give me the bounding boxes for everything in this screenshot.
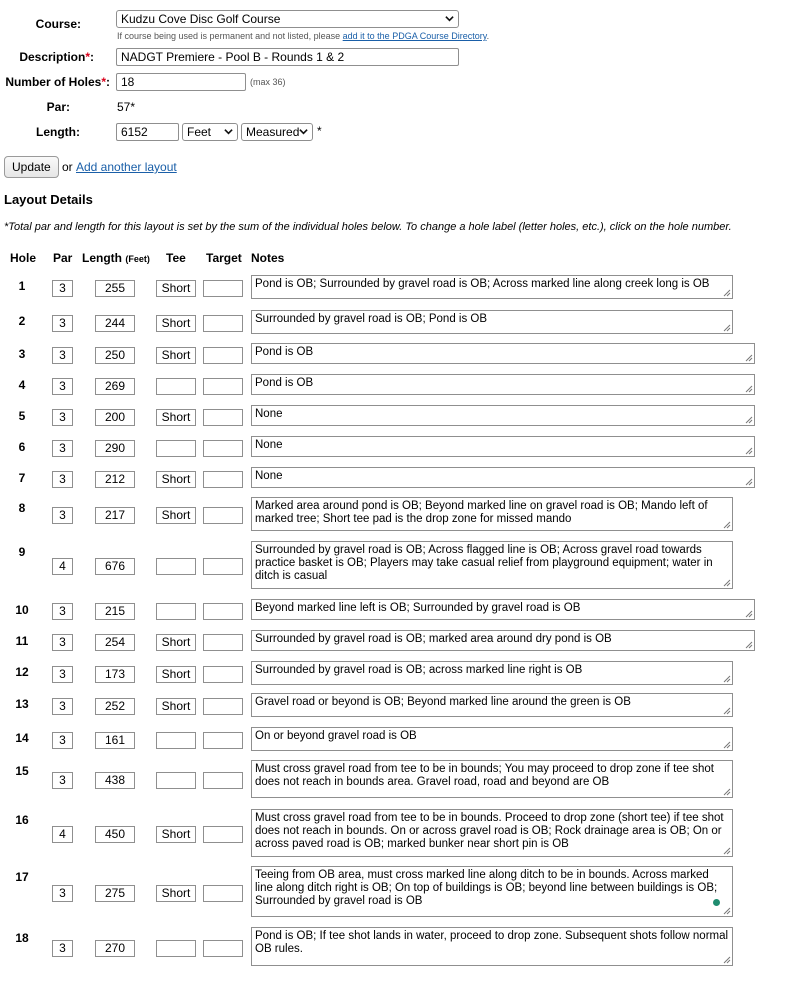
hole-notes-textarea[interactable] [251,374,755,395]
resize-grip-icon [723,788,731,796]
hole-tee-input[interactable]: Short [156,347,196,364]
col-tee-header: Tee [166,251,186,265]
hole-notes-textarea[interactable] [251,497,733,531]
hole-notes-text: None [255,408,283,420]
hole-target-input[interactable] [203,315,243,332]
resize-grip-icon [745,641,753,649]
resize-grip-icon [723,741,731,749]
hole-length-input[interactable]: 217 [95,507,135,524]
hole-tee-input[interactable]: Short [156,666,196,683]
length-unit-select[interactable] [182,123,238,141]
holes-label: Number of Holes*: [5,75,110,89]
hole-notes-textarea[interactable] [251,467,755,488]
resize-grip-icon [745,447,753,455]
resize-grip-icon [723,521,731,529]
hole-par-input[interactable]: 4 [52,826,73,843]
hole-length-input[interactable]: 270 [95,940,135,957]
hole-notes-text: Gravel road or beyond is OB; Beyond marked line around the green is OB [255,696,631,708]
col-par-header: Par [53,251,73,265]
hole-tee-input[interactable]: Short [156,409,196,426]
hole-target-input[interactable] [203,378,243,395]
required-mark: * [85,50,90,64]
layout-details-heading: Layout Details [4,192,93,207]
hole-target-input[interactable] [203,409,243,426]
hole-notes-text: Surrounded by gravel road is OB; Pond is OB [255,313,488,325]
hole-target-input[interactable] [203,885,243,902]
hole-tee-input[interactable] [156,772,196,789]
hole-notes-textarea[interactable] [251,343,755,364]
status-dot [713,899,720,906]
col-notes-header: Notes [251,251,285,265]
chevron-down-icon [299,127,308,136]
hole-notes-text: None [255,439,283,451]
hole-tee-input[interactable]: Short [156,471,196,488]
hole-target-input[interactable] [203,440,243,457]
hole-length-input[interactable]: 255 [95,280,135,297]
par-value: 57* [117,100,136,114]
hole-notes-text: Pond is OB; Surrounded by gravel road is OB; Across marked line along creek long is OB [255,278,710,290]
hole-notes-text: Beyond marked line left is OB; Surrounded by gravel road is OB [255,602,581,614]
hole-notes-text: Pond is OB [255,377,314,389]
hole-length-input[interactable]: 676 [95,558,135,575]
length-asterisk: * [317,124,322,138]
hole-par-input[interactable]: 3 [52,347,73,364]
resize-grip-icon [745,354,753,362]
hole-par-input[interactable]: 3 [52,280,73,297]
course-select[interactable] [116,10,459,28]
length-input[interactable]: 6152 [116,123,179,141]
hole-par-input[interactable]: 4 [52,558,73,575]
hole-tee-input[interactable]: Short [156,280,196,297]
hole-target-input[interactable] [203,826,243,843]
hole-length-input[interactable]: 212 [95,471,135,488]
hole-par-input[interactable]: 3 [52,471,73,488]
resize-grip-icon [723,579,731,587]
hole-target-input[interactable] [203,347,243,364]
hole-target-input[interactable] [203,732,243,749]
resize-grip-icon [723,324,731,332]
hole-number-link[interactable]: 11 [15,634,29,648]
hole-notes-text: On or beyond gravel road is OB [255,730,417,742]
hole-par-input[interactable]: 3 [52,315,73,332]
hole-notes-textarea[interactable] [251,310,733,334]
hole-notes-textarea[interactable] [251,866,733,917]
hole-par-input[interactable]: 3 [52,409,73,426]
hole-target-input[interactable] [203,507,243,524]
hole-target-input[interactable] [203,558,243,575]
length-unit-value: Feet [187,125,212,139]
hole-target-input[interactable] [203,772,243,789]
hole-tee-input[interactable] [156,558,196,575]
hole-tee-input[interactable]: Short [156,826,196,843]
hole-length-input[interactable]: 215 [95,603,135,620]
hole-par-input[interactable]: 3 [52,440,73,457]
hole-notes-textarea[interactable] [251,436,755,457]
hole-par-input[interactable]: 3 [52,698,73,715]
hole-tee-input[interactable] [156,440,196,457]
hole-notes-text: Marked area around pond is OB; Beyond marked line on gravel road is OB; Mando left of marked tree; Short tee pad is the drop zone for missed mando [255,500,708,525]
or-text: or [62,160,73,174]
hole-notes-textarea[interactable] [251,405,755,426]
hole-notes-textarea[interactable] [251,541,733,589]
hole-par-input[interactable]: 3 [52,378,73,395]
resize-grip-icon [723,289,731,297]
hole-notes-text: Surrounded by gravel road is OB; across marked line right is OB [255,664,583,676]
hole-target-input[interactable] [203,634,243,651]
course-help-text: If course being used is permanent and not listed, please add it to the PDGA Course Directory. [117,31,490,41]
col-target-header: Target [206,251,242,265]
hole-number-link[interactable]: 9 [18,545,26,559]
resize-grip-icon [723,907,731,915]
length-method-select[interactable] [241,123,313,141]
length-method-value: Measured [246,125,300,139]
col-hole-header: Hole [10,251,37,265]
hole-notes-textarea[interactable] [251,760,733,798]
chevron-down-icon [224,127,233,136]
hole-number-link[interactable]: 14 [15,731,29,745]
hole-tee-input[interactable] [156,940,196,957]
layout-note: *Total par and length for this layout is set by the sum of the individual holes below. To change a hole label (letter holes, etc.), click on the hole number. [4,221,732,233]
hole-length-input[interactable]: 275 [95,885,135,902]
hole-tee-input[interactable]: Short [156,315,196,332]
hole-notes-textarea[interactable] [251,809,733,857]
hole-notes-textarea[interactable] [251,661,733,685]
hole-number-link[interactable]: 15 [15,764,29,778]
holes-input[interactable]: 18 [116,73,246,91]
hole-number-link[interactable]: 16 [15,813,29,827]
hole-target-input[interactable] [203,280,243,297]
hole-length-input[interactable]: 244 [95,315,135,332]
hole-number-link[interactable]: 17 [15,870,29,884]
par-label: Par: [46,100,70,114]
required-mark: * [101,75,106,89]
hole-number-link[interactable]: 4 [18,378,26,392]
resize-grip-icon [745,385,753,393]
hole-notes-textarea[interactable] [251,727,733,751]
course-select-value: Kudzu Cove Disc Golf Course [121,12,281,26]
hole-par-input[interactable]: 3 [52,772,73,789]
hole-notes-textarea[interactable] [251,927,733,966]
hole-number-link[interactable]: 5 [18,409,26,423]
hole-notes-textarea[interactable] [251,275,733,299]
hole-notes-text: Teeing from OB area, must cross marked line along ditch to be in bounds. Across marked line along ditch right is OB; On top of buildings is OB; beyond line between buildings is OB; Surrounded by gravel road is OB [255,869,718,907]
hole-notes-textarea[interactable] [251,599,755,620]
add-course-directory-link[interactable]: add it to the PDGA Course Directory [342,31,487,41]
hole-length-input[interactable]: 438 [95,772,135,789]
hole-number-link[interactable]: 18 [15,931,29,945]
hole-number-link[interactable]: 3 [18,347,26,361]
hole-number-link[interactable]: 7 [18,471,26,485]
hole-notes-text: Pond is OB; If tee shot lands in water, proceed to drop zone. Subsequent shots follow normal OB rules. [255,930,729,955]
hole-notes-textarea[interactable] [251,693,733,717]
length-label: Length: [36,125,80,139]
hole-target-input[interactable] [203,603,243,620]
hole-notes-text: Surrounded by gravel road is OB; marked area around dry pond is OB [255,633,612,645]
hole-target-input[interactable] [203,940,243,957]
resize-grip-icon [745,416,753,424]
hole-tee-input[interactable]: Short [156,507,196,524]
hole-number-link[interactable]: 12 [15,665,29,679]
hole-par-input[interactable]: 3 [52,885,73,902]
resize-grip-icon [745,610,753,618]
update-button[interactable]: Update [4,156,59,178]
resize-grip-icon [723,707,731,715]
hole-tee-input[interactable] [156,603,196,620]
hole-length-input[interactable]: 450 [95,826,135,843]
hole-par-input[interactable]: 3 [52,940,73,957]
holes-max-hint: (max 36) [250,77,286,87]
hole-tee-input[interactable]: Short [156,634,196,651]
hole-tee-input[interactable] [156,732,196,749]
hole-number-link[interactable]: 13 [15,697,29,711]
hole-par-input[interactable]: 3 [52,634,73,651]
hole-tee-input[interactable]: Short [156,885,196,902]
hole-target-input[interactable] [203,666,243,683]
hole-length-input[interactable]: 254 [95,634,135,651]
description-input[interactable]: NADGT Premiere - Pool B - Rounds 1 & 2 [116,48,459,66]
chevron-down-icon [445,14,454,23]
hole-par-input[interactable]: 3 [52,603,73,620]
hole-number-link[interactable]: 8 [18,501,26,515]
hole-notes-text: Must cross gravel road from tee to be in bounds. Proceed to drop zone (short tee) if tee shot does not reach in bounds. On or across gravel road is OB; Rock drainage area is OB; On or across paved road is OB; marked bunker near short pin is OB [255,812,724,850]
hole-number-link[interactable]: 2 [18,314,26,328]
hole-number-link[interactable]: 1 [18,279,26,293]
col-length-header: Length (Feet) [82,251,150,265]
hole-notes-text: None [255,470,283,482]
hole-par-input[interactable]: 3 [52,507,73,524]
hole-length-input[interactable]: 252 [95,698,135,715]
hole-target-input[interactable] [203,471,243,488]
hole-par-input[interactable]: 3 [52,732,73,749]
hole-length-input[interactable]: 161 [95,732,135,749]
hole-notes-textarea[interactable] [251,630,755,651]
hole-notes-text: Surrounded by gravel road is OB; Across flagged line is OB; Across gravel road towards practice basket is OB; Players may take casual relief from playground equipment; water in ditch is casual [255,544,713,582]
hole-length-input[interactable]: 173 [95,666,135,683]
course-label: Course: [35,17,81,31]
hole-length-input[interactable]: 200 [95,409,135,426]
hole-number-link[interactable]: 10 [15,603,29,617]
resize-grip-icon [723,956,731,964]
hole-tee-input[interactable]: Short [156,698,196,715]
hole-length-input[interactable]: 290 [95,440,135,457]
hole-notes-text: Must cross gravel road from tee to be in bounds; You may proceed to drop zone if tee shot does not reach in bounds area. Gravel road, road and beyond are OB [255,763,714,788]
resize-grip-icon [723,675,731,683]
resize-grip-icon [723,847,731,855]
hole-length-input[interactable]: 269 [95,378,135,395]
hole-tee-input[interactable] [156,378,196,395]
hole-length-input[interactable]: 250 [95,347,135,364]
add-layout-link[interactable]: Add another layout [76,160,177,174]
resize-grip-icon [745,478,753,486]
hole-number-link[interactable]: 6 [18,440,26,454]
hole-par-input[interactable]: 3 [52,666,73,683]
hole-target-input[interactable] [203,698,243,715]
hole-notes-text: Pond is OB [255,346,314,358]
description-label: Description*: [19,50,94,64]
